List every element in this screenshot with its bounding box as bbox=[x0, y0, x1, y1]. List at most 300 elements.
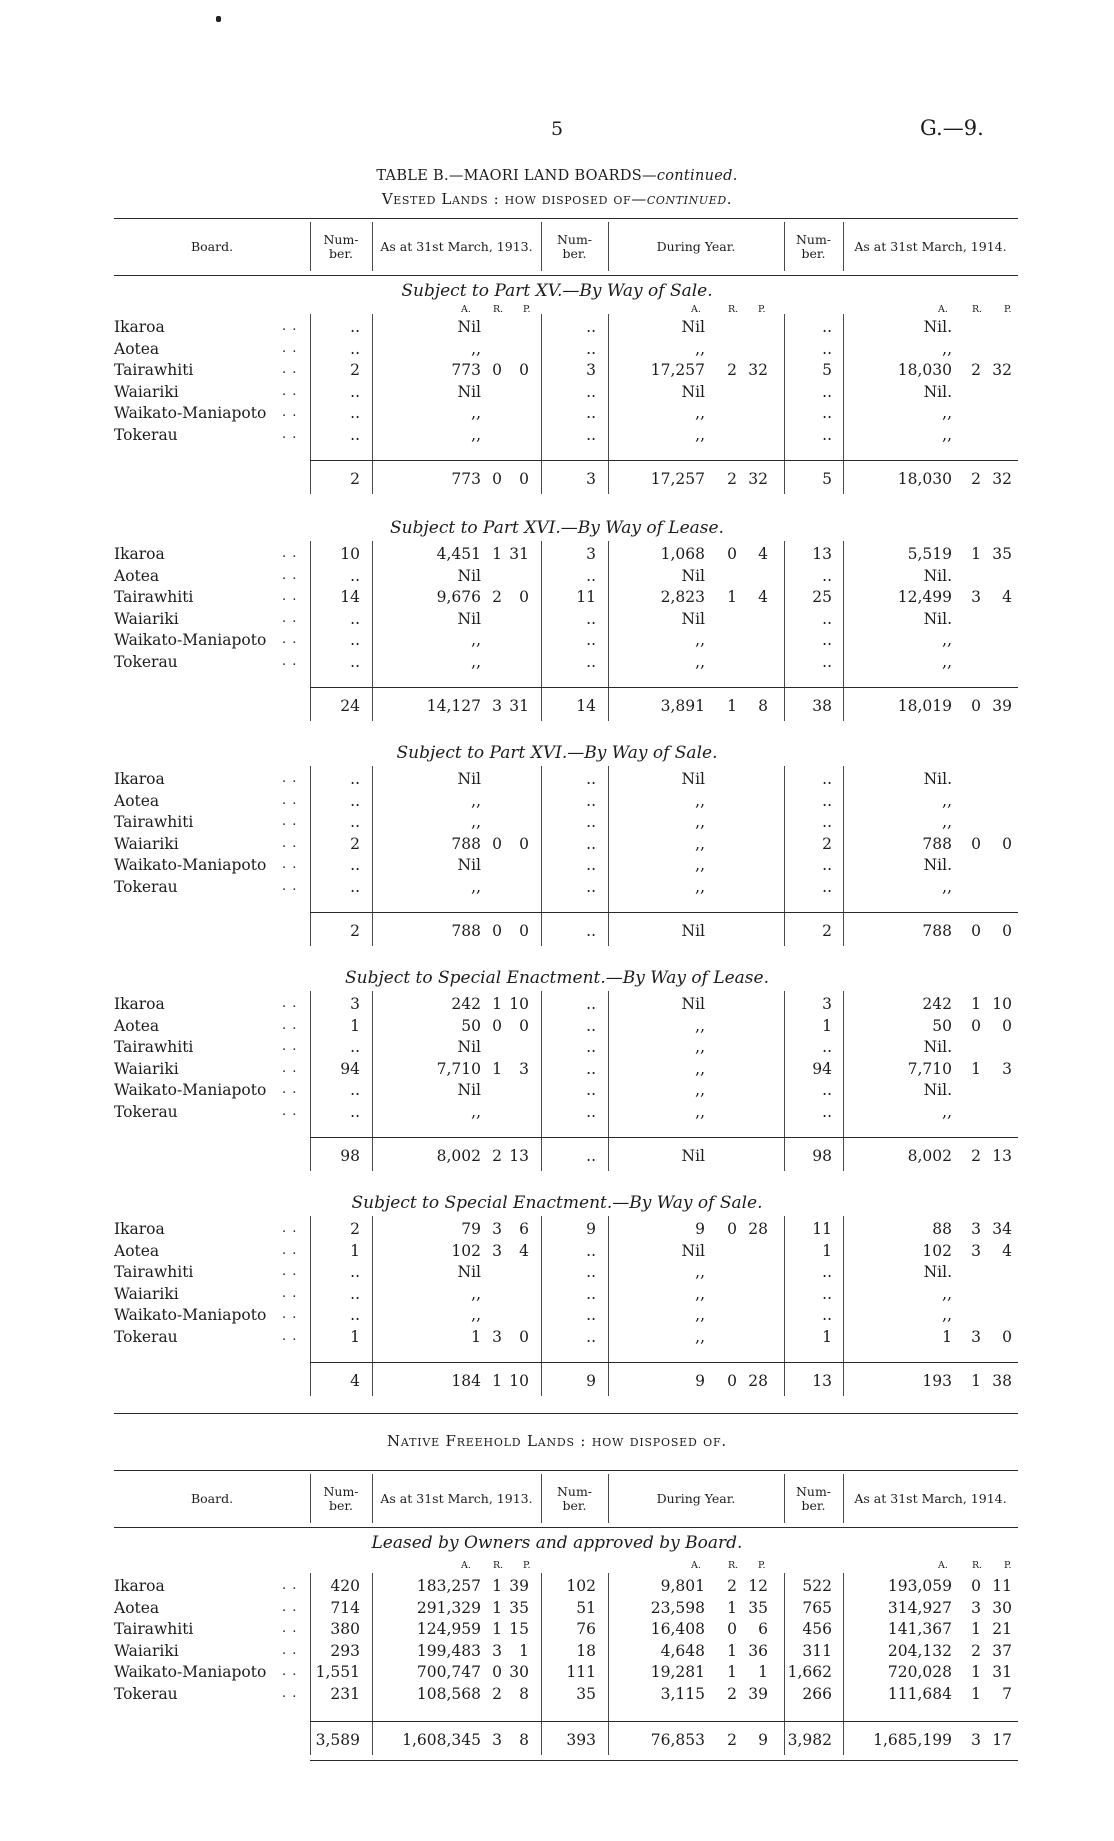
acres-during-cell: 4,648 bbox=[660, 1641, 705, 1660]
perches-1913-cell: 0 bbox=[519, 1327, 529, 1346]
number-1914-cell: 5 bbox=[822, 470, 832, 488]
column-rule bbox=[310, 1216, 311, 1396]
perches-1914-cell: 32 bbox=[992, 470, 1012, 488]
leader-dots: . . bbox=[282, 1039, 298, 1054]
header-board: Board. bbox=[190, 1490, 234, 1506]
header-num-line1: Num- bbox=[795, 231, 832, 247]
acres-1914-cell: ,, bbox=[942, 813, 952, 831]
table-b-title: TABLE B.—MAORI LAND BOARDS—continued. bbox=[376, 168, 738, 184]
board-name: Waiariki bbox=[114, 834, 179, 853]
header-board: Board. bbox=[190, 238, 234, 254]
roods-1913-cell: 2 bbox=[492, 588, 502, 606]
number-1914-cell: .. bbox=[822, 877, 832, 896]
acres-1913-cell: 242 bbox=[451, 995, 481, 1013]
unit-perches-label: P. bbox=[758, 304, 766, 315]
header-num-line2: ber. bbox=[329, 1497, 353, 1513]
acres-during-cell: 17,257 bbox=[650, 470, 705, 488]
acres-1914-cell: ,, bbox=[942, 652, 952, 671]
column-rule bbox=[541, 541, 542, 721]
acres-during-cell: Nil bbox=[681, 609, 705, 628]
number-during-cell: .. bbox=[586, 1263, 596, 1281]
acres-during-cell: 9,801 bbox=[660, 1577, 705, 1595]
number-1913-cell: .. bbox=[350, 631, 360, 649]
acres-1913-cell: 79 bbox=[461, 1220, 481, 1238]
perches-1913-cell: 10 bbox=[509, 995, 529, 1013]
number-1914-cell: .. bbox=[822, 1263, 832, 1281]
roods-1914-cell: 3 bbox=[971, 588, 981, 606]
perches-1913-cell: 0 bbox=[519, 922, 529, 940]
unit-perches-label: P. bbox=[758, 1560, 766, 1571]
number-1913-cell: .. bbox=[350, 1284, 360, 1303]
acres-1913-cell: ,, bbox=[471, 1306, 481, 1324]
acres-1913-cell: Nil bbox=[457, 609, 481, 628]
number-during-cell: 111 bbox=[566, 1663, 596, 1681]
acres-during-cell: ,, bbox=[695, 1327, 705, 1346]
number-1913-cell: .. bbox=[350, 1081, 360, 1099]
roods-1913-cell: 3 bbox=[492, 1241, 502, 1260]
number-1914-cell: .. bbox=[822, 770, 832, 788]
header-num-line2: ber. bbox=[801, 245, 826, 261]
perches-1913-cell: 39 bbox=[509, 1577, 529, 1595]
column-rule bbox=[310, 541, 311, 721]
number-1914-cell: 266 bbox=[802, 1684, 832, 1703]
native-freehold-title: Native Freehold Lands : how disposed of. bbox=[387, 1432, 727, 1450]
column-rule bbox=[541, 766, 542, 946]
number-1913-cell: .. bbox=[350, 382, 360, 401]
acres-1913-cell: ,, bbox=[471, 652, 481, 671]
roods-1913-cell: 0 bbox=[492, 834, 502, 853]
number-during-cell: .. bbox=[586, 1016, 596, 1035]
acres-1914-cell: Nil. bbox=[923, 856, 952, 874]
board-name: Waikato-Maniapoto bbox=[114, 1663, 267, 1681]
acres-1914-cell: ,, bbox=[942, 404, 952, 422]
number-1914-cell: .. bbox=[822, 631, 832, 649]
header-during-year: During Year. bbox=[656, 1490, 736, 1506]
acres-1914-cell: 7,710 bbox=[907, 1059, 952, 1078]
leader-dots: . . bbox=[282, 1307, 298, 1322]
number-1913-cell: 2 bbox=[350, 834, 360, 853]
acres-1913-cell: ,, bbox=[471, 1102, 481, 1121]
unit-roods-label: R. bbox=[728, 1560, 739, 1571]
number-during-cell: 102 bbox=[566, 1577, 596, 1595]
roods-during-cell: 1 bbox=[727, 1663, 737, 1681]
column-rule bbox=[784, 314, 785, 494]
perches-during-cell: 28 bbox=[748, 1372, 768, 1390]
number-1914-cell: .. bbox=[822, 856, 832, 874]
perches-during-cell: 32 bbox=[748, 470, 768, 488]
column-rule bbox=[372, 314, 373, 494]
number-1913-cell: .. bbox=[350, 813, 360, 831]
column-rule bbox=[784, 1216, 785, 1396]
number-during-cell: .. bbox=[586, 1284, 596, 1303]
acres-during-cell: 2,823 bbox=[660, 588, 705, 606]
acres-during-cell: Nil bbox=[681, 1241, 705, 1260]
acres-1914-cell: 88 bbox=[932, 1220, 952, 1238]
roods-1914-cell: 2 bbox=[971, 1147, 981, 1165]
roods-during-cell: 2 bbox=[727, 1684, 737, 1703]
number-1914-cell: .. bbox=[822, 1038, 832, 1056]
column-rule bbox=[608, 991, 609, 1171]
board-name: Waiariki bbox=[114, 1284, 179, 1303]
board-name: Waikato-Maniapoto bbox=[114, 1081, 267, 1099]
header-top-rule bbox=[114, 218, 1018, 219]
roods-1913-cell: 2 bbox=[492, 1147, 502, 1165]
perches-1914-cell: 37 bbox=[992, 1641, 1012, 1660]
acres-1913-cell: ,, bbox=[471, 404, 481, 422]
board-name: Tokerau bbox=[114, 877, 178, 896]
roods-1913-cell: 1 bbox=[492, 1598, 502, 1617]
number-1913-cell: .. bbox=[350, 318, 360, 336]
roods-during-cell: 1 bbox=[727, 588, 737, 606]
header-number-3 bbox=[784, 1485, 843, 1513]
board-name: Tokerau bbox=[114, 425, 178, 444]
number-1913-cell: .. bbox=[350, 404, 360, 422]
acres-during-cell: ,, bbox=[695, 339, 705, 358]
board-name: Tairawhiti bbox=[114, 588, 194, 606]
header-column-rule bbox=[608, 1474, 609, 1523]
perches-1914-cell: 32 bbox=[992, 361, 1012, 379]
column-rule bbox=[843, 541, 844, 721]
unit-roods-label: R. bbox=[493, 304, 504, 315]
perches-1913-cell: 31 bbox=[509, 697, 529, 715]
header-as-1913: As at 31st March, 1913. bbox=[380, 238, 533, 254]
number-1914-cell: 2 bbox=[822, 834, 832, 853]
number-1914-cell: 2 bbox=[822, 922, 832, 940]
board-name: Waiariki bbox=[114, 1641, 179, 1660]
number-1913-cell: 3 bbox=[350, 995, 360, 1013]
perches-during-cell: 39 bbox=[748, 1684, 768, 1703]
section-subtitle: Subject to Part XV.—By Way of Sale. bbox=[401, 281, 713, 301]
total-rule bbox=[310, 1362, 1018, 1363]
board-name: Waikato-Maniapoto bbox=[114, 631, 267, 649]
acres-1913-cell: 788 bbox=[451, 834, 481, 853]
number-1913-cell: 293 bbox=[330, 1641, 360, 1660]
acres-1913-cell: Nil bbox=[457, 1263, 481, 1281]
roods-1913-cell: 1 bbox=[492, 1620, 502, 1638]
number-1913-cell: 380 bbox=[330, 1620, 360, 1638]
perches-1914-cell: 17 bbox=[992, 1731, 1012, 1749]
roods-1914-cell: 0 bbox=[971, 1577, 981, 1595]
leader-dots: . . bbox=[282, 857, 298, 872]
roods-1914-cell: 1 bbox=[971, 1620, 981, 1638]
header-bottom-rule bbox=[114, 275, 1018, 276]
number-during-cell: 11 bbox=[576, 588, 596, 606]
number-during-cell: .. bbox=[586, 1241, 596, 1260]
perches-1913-cell: 15 bbox=[509, 1620, 529, 1638]
leader-dots: . . bbox=[282, 1060, 298, 1076]
roods-during-cell: 0 bbox=[727, 1620, 737, 1638]
acres-1914-cell: Nil. bbox=[923, 1038, 952, 1056]
number-1914-cell: 1,662 bbox=[787, 1663, 832, 1681]
acres-1913-cell: ,, bbox=[471, 813, 481, 831]
unit-acres-label: A. bbox=[691, 304, 701, 315]
roods-during-cell: 2 bbox=[727, 1577, 737, 1595]
perches-1914-cell: 21 bbox=[992, 1620, 1012, 1638]
roods-1913-cell: 2 bbox=[492, 1684, 502, 1703]
acres-during-cell: Nil bbox=[681, 382, 705, 401]
number-1913-cell: 2 bbox=[350, 470, 360, 488]
number-during-cell: 3 bbox=[586, 361, 596, 379]
perches-during-cell: 6 bbox=[758, 1620, 768, 1638]
header-column-rule bbox=[608, 222, 609, 271]
acres-1914-cell: 141,367 bbox=[887, 1620, 952, 1638]
acres-during-cell: 3,891 bbox=[660, 697, 705, 715]
acres-during-cell: ,, bbox=[695, 1306, 705, 1324]
roods-1913-cell: 1 bbox=[492, 1059, 502, 1078]
number-1913-cell: .. bbox=[350, 425, 360, 444]
leader-dots: . . bbox=[282, 405, 298, 420]
number-1913-cell: .. bbox=[350, 877, 360, 896]
leader-dots: . . bbox=[282, 610, 298, 626]
perches-1913-cell: 6 bbox=[519, 1220, 529, 1238]
number-1914-cell: 522 bbox=[802, 1577, 832, 1595]
roods-1914-cell: 2 bbox=[971, 361, 981, 379]
number-during-cell: 14 bbox=[576, 697, 596, 715]
roods-during-cell: 0 bbox=[727, 1372, 737, 1390]
number-1913-cell: .. bbox=[350, 652, 360, 671]
acres-during-cell: ,, bbox=[695, 1038, 705, 1056]
acres-1913-cell: 773 bbox=[451, 470, 481, 488]
header-num-line2: ber. bbox=[562, 1497, 587, 1513]
acres-1914-cell: 102 bbox=[922, 1241, 952, 1260]
number-1913-cell: .. bbox=[350, 856, 360, 874]
unit-acres-label: A. bbox=[938, 1560, 948, 1571]
number-during-cell: .. bbox=[586, 631, 596, 649]
roods-1913-cell: 0 bbox=[492, 1663, 502, 1681]
acres-1913-cell: 773 bbox=[451, 361, 481, 379]
leader-dots: . . bbox=[282, 426, 298, 442]
header-top-rule bbox=[114, 1470, 1018, 1471]
acres-during-cell: ,, bbox=[695, 1263, 705, 1281]
perches-1913-cell: 0 bbox=[519, 1016, 529, 1035]
number-1914-cell: .. bbox=[822, 318, 832, 336]
acres-during-cell: ,, bbox=[695, 856, 705, 874]
acres-1913-cell: ,, bbox=[471, 339, 481, 358]
acres-1913-cell: 124,959 bbox=[416, 1620, 481, 1638]
board-name: Tairawhiti bbox=[114, 1620, 194, 1638]
leader-dots: . . bbox=[282, 1082, 298, 1097]
perches-during-cell: 35 bbox=[748, 1598, 768, 1617]
acres-1914-cell: 193,059 bbox=[887, 1577, 952, 1595]
header-number-3 bbox=[784, 233, 843, 261]
header-number-2 bbox=[541, 233, 608, 261]
roods-1914-cell: 0 bbox=[971, 922, 981, 940]
column-rule bbox=[784, 991, 785, 1171]
leader-dots: . . bbox=[282, 771, 298, 786]
column-rule bbox=[372, 991, 373, 1171]
perches-1914-cell: 11 bbox=[992, 1577, 1012, 1595]
column-rule bbox=[541, 1573, 542, 1755]
number-during-cell: .. bbox=[586, 877, 596, 896]
acres-during-cell: 1,068 bbox=[660, 545, 705, 563]
header-column-rule bbox=[843, 222, 844, 271]
perches-1914-cell: 4 bbox=[1002, 588, 1012, 606]
roods-during-cell: 0 bbox=[727, 1220, 737, 1238]
total-rule bbox=[310, 912, 1018, 913]
perches-1914-cell: 0 bbox=[1002, 922, 1012, 940]
leader-dots: . . bbox=[282, 792, 298, 808]
number-during-cell: .. bbox=[586, 770, 596, 788]
section-subtitle: Subject to Special Enactment.—By Way of Lease. bbox=[344, 968, 769, 988]
number-1914-cell: 1 bbox=[822, 1241, 832, 1260]
number-1914-cell: 3,982 bbox=[787, 1731, 832, 1749]
acres-during-cell: ,, bbox=[695, 791, 705, 810]
acres-1913-cell: 14,127 bbox=[426, 697, 481, 715]
number-during-cell: .. bbox=[586, 339, 596, 358]
number-during-cell: .. bbox=[586, 834, 596, 853]
header-num-line1: Num- bbox=[556, 1483, 593, 1499]
acres-during-cell: ,, bbox=[695, 404, 705, 422]
acres-1914-cell: 204,132 bbox=[887, 1641, 952, 1660]
leader-dots: . . bbox=[282, 632, 298, 647]
number-1914-cell: .. bbox=[822, 382, 832, 401]
leader-dots: . . bbox=[282, 653, 298, 669]
acres-during-cell: Nil bbox=[681, 1147, 705, 1165]
acres-1914-cell: 50 bbox=[932, 1016, 952, 1035]
number-1913-cell: 3,589 bbox=[315, 1731, 360, 1749]
roods-1914-cell: 3 bbox=[971, 1220, 981, 1238]
unit-perches-label: P. bbox=[1004, 1560, 1012, 1571]
roods-1913-cell: 3 bbox=[492, 1641, 502, 1660]
number-during-cell: .. bbox=[586, 1081, 596, 1099]
acres-during-cell: Nil bbox=[681, 566, 705, 585]
number-1914-cell: 25 bbox=[812, 588, 832, 606]
roods-1914-cell: 3 bbox=[971, 1241, 981, 1260]
number-1914-cell: .. bbox=[822, 1102, 832, 1121]
column-rule bbox=[372, 1573, 373, 1755]
board-name: Waikato-Maniapoto bbox=[114, 856, 267, 874]
leader-dots: . . bbox=[282, 1264, 298, 1279]
perches-1914-cell: 30 bbox=[992, 1598, 1012, 1617]
acres-1913-cell: 7,710 bbox=[436, 1059, 481, 1078]
leader-dots: . . bbox=[282, 546, 298, 561]
number-1913-cell: 4 bbox=[350, 1372, 360, 1390]
leader-dots: . . bbox=[282, 1017, 298, 1033]
column-rule bbox=[372, 766, 373, 946]
total-rule bbox=[310, 1721, 1018, 1722]
roods-1913-cell: 0 bbox=[492, 922, 502, 940]
number-1913-cell: 98 bbox=[340, 1147, 360, 1165]
board-name: Waiariki bbox=[114, 609, 179, 628]
table-b-subtitle: Vested Lands : how disposed of—continued. bbox=[381, 190, 733, 208]
perches-1913-cell: 0 bbox=[519, 588, 529, 606]
roods-1914-cell: 1 bbox=[971, 1684, 981, 1703]
acres-1914-cell: 18,030 bbox=[897, 361, 952, 379]
perches-1914-cell: 38 bbox=[992, 1372, 1012, 1390]
number-1913-cell: 1 bbox=[350, 1016, 360, 1035]
leader-dots: . . bbox=[282, 835, 298, 851]
section-subtitle: Subject to Special Enactment.—By Way of Sale. bbox=[351, 1193, 763, 1213]
roods-during-cell: 2 bbox=[727, 470, 737, 488]
roods-1914-cell: 1 bbox=[971, 995, 981, 1013]
roods-1914-cell: 0 bbox=[971, 834, 981, 853]
perches-1913-cell: 35 bbox=[509, 1598, 529, 1617]
number-during-cell: .. bbox=[586, 1038, 596, 1056]
acres-1913-cell: Nil bbox=[457, 318, 481, 336]
board-name: Tairawhiti bbox=[114, 1263, 194, 1281]
unit-roods-label: R. bbox=[972, 304, 983, 315]
number-during-cell: .. bbox=[586, 318, 596, 336]
acres-1914-cell: Nil. bbox=[923, 609, 952, 628]
acres-1914-cell: Nil. bbox=[923, 770, 952, 788]
column-rule bbox=[608, 1216, 609, 1396]
board-name: Aotea bbox=[114, 339, 160, 358]
acres-1913-cell: 291,329 bbox=[416, 1598, 481, 1617]
acres-during-cell: ,, bbox=[695, 1102, 705, 1121]
number-1913-cell: .. bbox=[350, 791, 360, 810]
board-name: Aotea bbox=[114, 566, 160, 585]
roods-1913-cell: 1 bbox=[492, 995, 502, 1013]
acres-during-cell: ,, bbox=[695, 1284, 705, 1303]
leader-dots: . . bbox=[282, 1103, 298, 1119]
header-num-line2: ber. bbox=[562, 245, 587, 261]
acres-during-cell: 76,853 bbox=[650, 1731, 705, 1749]
number-1913-cell: 24 bbox=[340, 697, 360, 715]
header-num-line1: Num- bbox=[323, 1483, 359, 1499]
number-1913-cell: 2 bbox=[350, 1220, 360, 1238]
board-name: Ikaroa bbox=[114, 1577, 165, 1595]
acres-1914-cell: ,, bbox=[942, 631, 952, 649]
perches-1913-cell: 0 bbox=[519, 470, 529, 488]
number-1913-cell: .. bbox=[350, 609, 360, 628]
number-1913-cell: .. bbox=[350, 1102, 360, 1121]
acres-1913-cell: 1,608,345 bbox=[402, 1731, 481, 1749]
acres-during-cell: 3,115 bbox=[660, 1684, 705, 1703]
header-number-1 bbox=[310, 233, 372, 261]
number-1913-cell: .. bbox=[350, 770, 360, 788]
number-1914-cell: 1 bbox=[822, 1327, 832, 1346]
perches-1914-cell: 13 bbox=[992, 1147, 1012, 1165]
leader-dots: . . bbox=[282, 589, 298, 604]
acres-1914-cell: 720,028 bbox=[887, 1663, 952, 1681]
acres-1913-cell: 183,257 bbox=[416, 1577, 481, 1595]
number-1914-cell: .. bbox=[822, 813, 832, 831]
number-during-cell: .. bbox=[586, 1102, 596, 1121]
column-rule bbox=[608, 314, 609, 494]
roods-1913-cell: 3 bbox=[492, 1327, 502, 1346]
header-as-1914: As at 31st March, 1914. bbox=[854, 238, 1007, 254]
native-freehold-bottom-rule bbox=[310, 1760, 1018, 1761]
board-name: Aotea bbox=[114, 791, 160, 810]
acres-1913-cell: 184 bbox=[451, 1372, 481, 1390]
acres-during-cell: ,, bbox=[695, 877, 705, 896]
number-during-cell: 3 bbox=[586, 545, 596, 563]
total-rule bbox=[310, 687, 1018, 688]
roods-1913-cell: 3 bbox=[492, 1731, 502, 1749]
perches-1914-cell: 34 bbox=[992, 1220, 1012, 1238]
acres-1914-cell: Nil. bbox=[923, 318, 952, 336]
number-during-cell: 18 bbox=[576, 1641, 596, 1660]
section-subtitle: Subject to Part XVI.—By Way of Lease. bbox=[390, 518, 724, 538]
number-during-cell: .. bbox=[586, 1327, 596, 1346]
number-1913-cell: 14 bbox=[340, 588, 360, 606]
unit-perches-label: P. bbox=[1004, 304, 1012, 315]
acres-1914-cell: 1,685,199 bbox=[873, 1731, 952, 1749]
perches-1914-cell: 7 bbox=[1002, 1684, 1012, 1703]
number-1914-cell: 1 bbox=[822, 1016, 832, 1035]
acres-during-cell: ,, bbox=[695, 1081, 705, 1099]
column-rule bbox=[310, 314, 311, 494]
acres-1914-cell: 1 bbox=[942, 1327, 952, 1346]
board-name: Tairawhiti bbox=[114, 361, 194, 379]
column-rule bbox=[541, 991, 542, 1171]
acres-1914-cell: 18,030 bbox=[897, 470, 952, 488]
header-column-rule bbox=[310, 222, 311, 271]
header-column-rule bbox=[541, 1474, 542, 1523]
acres-1914-cell: 12,499 bbox=[897, 588, 952, 606]
header-as-1913: As at 31st March, 1913. bbox=[380, 1490, 533, 1506]
header-column-rule bbox=[784, 1474, 785, 1523]
